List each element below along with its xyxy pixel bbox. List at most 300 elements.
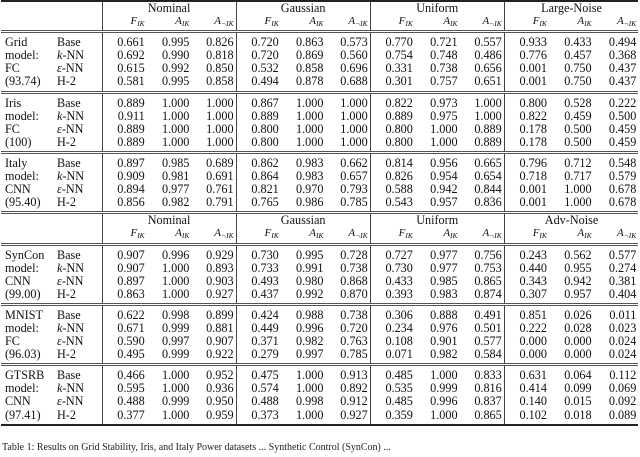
- metric-header: [549, 15, 594, 32]
- value-cell: 0.738: [430, 61, 458, 76]
- metric-header: [102, 227, 147, 244]
- value-cell: 0.024: [608, 334, 637, 349]
- value-cell: 0.889: [460, 136, 505, 153]
- metric-symbol: A: [348, 227, 356, 240]
- metric-symbol: F: [264, 227, 272, 240]
- value-cell: 0.437: [251, 286, 279, 301]
- value-cell: 0.573: [325, 32, 370, 50]
- method-label: k-NN: [56, 170, 102, 183]
- header-spacer: [1, 227, 102, 244]
- value-cell: 0.562: [549, 244, 594, 262]
- value-cell: 0.869: [296, 48, 324, 63]
- value-cell: 0.899: [191, 304, 236, 322]
- value-cell: 0.665: [460, 152, 505, 170]
- value-cell: 0.753: [460, 262, 505, 275]
- value-cell: 0.026: [549, 304, 594, 322]
- value-cell: 0.343: [519, 273, 547, 288]
- metric-subscript: IK: [137, 19, 145, 29]
- group-header-nominal: Nominal: [102, 1, 236, 15]
- table-row: [1, 409, 638, 425]
- group-header-uniform: Uniform: [370, 213, 504, 228]
- metric-symbol: A: [577, 15, 585, 28]
- dataset-label: FC: [5, 61, 20, 76]
- value-cell: 0.757: [430, 74, 458, 89]
- value-cell: 0.692: [117, 48, 145, 63]
- value-cell: 0.588: [385, 182, 413, 197]
- metric-header: [147, 15, 192, 32]
- value-cell: 1.000: [191, 136, 236, 153]
- metric-symbol: F: [532, 15, 540, 28]
- value-cell: 0.459: [608, 134, 637, 149]
- value-cell: 0.001: [519, 74, 547, 89]
- table-row: [1, 32, 638, 50]
- value-cell: 0.992: [296, 286, 324, 301]
- value-cell: 0.800: [385, 121, 413, 136]
- value-cell: 0.770: [370, 32, 415, 50]
- group-header-row: [1, 213, 638, 228]
- value-cell: 1.000: [161, 121, 190, 136]
- table-row: [1, 262, 638, 275]
- table-row: [1, 75, 638, 92]
- value-cell: 0.718: [519, 169, 547, 184]
- value-cell: 0.750: [564, 74, 592, 89]
- value-cell: 0.501: [460, 322, 505, 335]
- method-label: k-NN: [56, 382, 102, 395]
- metric-header: [370, 227, 415, 244]
- metric-subscript: IK: [405, 19, 413, 29]
- metric-symbol: A: [214, 227, 222, 240]
- value-cell: 0.678: [608, 195, 637, 210]
- value-cell: 0.907: [117, 260, 145, 275]
- method-label: ε-NN: [56, 335, 102, 348]
- method-label: H-2: [56, 196, 102, 213]
- value-cell: 0.995: [161, 74, 190, 89]
- value-cell: 0.595: [117, 381, 145, 396]
- metric-header: [460, 227, 505, 244]
- value-cell: 0.889: [460, 123, 505, 136]
- metric-header: [102, 15, 147, 32]
- value-cell: 0.381: [608, 273, 637, 288]
- value-cell: 0.826: [191, 32, 236, 50]
- value-cell: 0.983: [281, 152, 326, 170]
- value-cell: 0.922: [191, 348, 236, 365]
- value-cell: 0.574: [251, 381, 279, 396]
- metric-header-row: [1, 227, 638, 244]
- metric-header: [370, 15, 415, 32]
- dataset-label: CNN: [5, 394, 31, 409]
- value-cell: 0.307: [519, 286, 547, 301]
- value-cell: 0.494: [251, 74, 279, 89]
- metric-subscript: ¬IK: [355, 231, 368, 241]
- value-cell: 0.761: [191, 183, 236, 196]
- metric-symbol: A: [443, 227, 451, 240]
- metric-subscript: IK: [584, 19, 592, 29]
- value-cell: 1.000: [161, 134, 190, 149]
- value-cell: 1.000: [564, 182, 592, 197]
- metric-symbol: A: [214, 15, 222, 28]
- value-cell: 0.488: [251, 394, 279, 409]
- value-cell: 0.865: [460, 409, 505, 425]
- value-cell: 0.222: [594, 92, 639, 110]
- value-cell: 0.791: [191, 196, 236, 213]
- value-cell: 0.748: [430, 48, 458, 63]
- value-cell: 0.738: [325, 304, 370, 322]
- metric-symbol: F: [264, 15, 272, 28]
- value-cell: 0.001: [519, 182, 547, 197]
- value-cell: 0.990: [161, 48, 190, 63]
- metric-symbol: A: [348, 15, 356, 28]
- value-cell: 0.907: [191, 335, 236, 348]
- value-cell: 0.959: [191, 409, 236, 425]
- value-cell: 0.991: [296, 260, 324, 275]
- value-cell: 0.867: [236, 92, 281, 110]
- value-cell: 0.738: [325, 262, 370, 275]
- value-cell: 0.622: [102, 304, 147, 322]
- value-cell: 1.000: [281, 92, 326, 110]
- metric-header: [415, 227, 460, 244]
- method-label: Base: [56, 244, 102, 262]
- value-cell: 0.858: [191, 75, 236, 92]
- header-spacer: [1, 213, 102, 228]
- metric-header: [236, 227, 281, 244]
- value-cell: 0.099: [564, 381, 592, 396]
- value-cell: 1.000: [191, 110, 236, 123]
- value-cell: 1.000: [147, 92, 192, 110]
- value-cell: 0.858: [296, 61, 324, 76]
- value-cell: 0.973: [415, 92, 460, 110]
- method-label: H-2: [56, 348, 102, 365]
- value-cell: 0.486: [460, 49, 505, 62]
- value-cell: 0.579: [608, 169, 637, 184]
- value-cell: 0.112: [594, 365, 639, 383]
- dataset-label: (97.41): [1, 409, 56, 425]
- metric-symbol: F: [130, 15, 138, 28]
- metric-symbol: A: [309, 227, 316, 240]
- value-cell: 0.985: [430, 273, 458, 288]
- value-cell: 0.862: [236, 152, 281, 170]
- value-cell: 0.371: [251, 334, 279, 349]
- value-cell: 0.750: [564, 61, 592, 76]
- value-cell: 0.491: [460, 304, 505, 322]
- metric-subscript: ¬IK: [221, 19, 234, 29]
- value-cell: 0.822: [519, 108, 547, 123]
- value-cell: 0.985: [147, 152, 192, 170]
- value-cell: 0.977: [161, 182, 190, 197]
- value-cell: 0.720: [325, 322, 370, 335]
- value-cell: 0.982: [161, 195, 190, 210]
- method-label: H-2: [56, 75, 102, 92]
- metric-subscript: ¬IK: [355, 19, 368, 29]
- dataset-label: FC: [5, 334, 20, 349]
- value-cell: 0.837: [460, 395, 505, 408]
- metric-subscript: IK: [450, 19, 458, 29]
- table-row: [1, 304, 638, 322]
- metric-header: [594, 15, 639, 32]
- metric-symbol: A: [309, 15, 316, 28]
- value-cell: 0.878: [296, 74, 324, 89]
- value-cell: 0.998: [147, 304, 192, 322]
- value-cell: 0.814: [370, 152, 415, 170]
- value-cell: 1.000: [161, 273, 190, 288]
- value-cell: 1.000: [161, 381, 190, 396]
- value-cell: 0.981: [161, 169, 190, 184]
- value-cell: 0.821: [251, 182, 279, 197]
- metric-header: [460, 15, 505, 32]
- value-cell: 0.433: [385, 273, 413, 288]
- value-cell: 0.581: [117, 74, 145, 89]
- value-cell: 0.970: [296, 182, 324, 197]
- method-label: ε-NN: [56, 183, 102, 196]
- metric-symbol: F: [398, 227, 406, 240]
- metric-subscript: ¬IK: [489, 231, 502, 241]
- metric-symbol: A: [175, 227, 182, 240]
- value-cell: 0.988: [281, 304, 326, 322]
- value-cell: 0.495: [117, 347, 145, 362]
- value-cell: 0.996: [147, 244, 192, 262]
- metric-subscript: IK: [450, 231, 458, 241]
- value-cell: 0.000: [564, 347, 592, 362]
- value-cell: 0.071: [385, 347, 413, 362]
- value-cell: 0.543: [385, 195, 413, 210]
- dataset-label: Grid: [1, 32, 56, 50]
- value-cell: 0.018: [549, 409, 594, 425]
- value-cell: 0.590: [117, 334, 145, 349]
- value-cell: 0.475: [236, 365, 281, 383]
- method-label: ε-NN: [56, 123, 102, 136]
- value-cell: 0.000: [564, 334, 592, 349]
- value-cell: 0.894: [117, 182, 145, 197]
- value-cell: 0.577: [460, 335, 505, 348]
- dataset-label: CNN: [5, 182, 31, 197]
- value-cell: 0.998: [296, 394, 324, 409]
- value-cell: 1.000: [296, 381, 324, 396]
- value-cell: 0.982: [430, 347, 458, 362]
- value-cell: 0.656: [460, 62, 505, 75]
- value-cell: 1.000: [147, 365, 192, 383]
- value-cell: 0.459: [608, 121, 637, 136]
- value-cell: 1.000: [325, 92, 370, 110]
- dataset-label: Italy: [1, 152, 56, 170]
- metric-header-row: [1, 15, 638, 32]
- value-cell: 1.000: [161, 260, 190, 275]
- method-label: k-NN: [56, 49, 102, 62]
- value-cell: 0.977: [430, 260, 458, 275]
- table-row: [1, 136, 638, 153]
- dataset-label: model:: [5, 320, 39, 335]
- value-cell: 1.000: [430, 134, 458, 149]
- value-cell: 0.996: [296, 320, 324, 335]
- header-spacer: [1, 15, 102, 32]
- value-cell: 1.000: [325, 123, 370, 136]
- metric-header: [191, 227, 236, 244]
- value-cell: 0.881: [191, 322, 236, 335]
- value-cell: 0.631: [504, 365, 549, 383]
- table-row: [1, 275, 638, 288]
- metric-subscript: IK: [315, 19, 324, 29]
- value-cell: 0.889: [117, 134, 145, 149]
- value-cell: 0.863: [117, 286, 145, 301]
- dataset-label: FC: [5, 121, 20, 136]
- value-cell: 0.485: [370, 365, 415, 383]
- table-row: [1, 365, 638, 383]
- value-cell: 0.662: [325, 152, 370, 170]
- value-cell: 0.997: [161, 334, 190, 349]
- value-cell: 0.889: [102, 92, 147, 110]
- value-cell: 0.102: [504, 409, 549, 425]
- value-cell: 0.488: [117, 394, 145, 409]
- group-header-gaussian: Gaussian: [236, 1, 370, 15]
- value-cell: 0.274: [608, 260, 637, 275]
- table-row: [1, 123, 638, 136]
- value-cell: 0.688: [325, 75, 370, 92]
- group-header-adv-noise: Adv-Noise: [504, 213, 638, 228]
- value-cell: 0.776: [519, 48, 547, 63]
- method-label: k-NN: [56, 322, 102, 335]
- dataset-label: (95.40): [5, 195, 41, 210]
- value-cell: 0.936: [191, 382, 236, 395]
- value-cell: 0.532: [251, 61, 279, 76]
- value-cell: 0.856: [117, 195, 145, 210]
- value-cell: 0.999: [161, 347, 190, 362]
- value-cell: 0.584: [460, 348, 505, 365]
- value-cell: 0.001: [519, 61, 547, 76]
- value-cell: 0.548: [594, 152, 639, 170]
- value-cell: 0.844: [460, 183, 505, 196]
- group-header-gaussian: Gaussian: [236, 213, 370, 228]
- value-cell: 0.865: [460, 275, 505, 288]
- value-cell: 0.957: [564, 286, 592, 301]
- value-cell: 0.577: [594, 244, 639, 262]
- value-cell: 0.494: [594, 32, 639, 50]
- metric-header: [281, 227, 326, 244]
- method-label: Base: [56, 32, 102, 50]
- results-table: [1, 0, 638, 426]
- metric-symbol: A: [175, 15, 182, 28]
- header-spacer: [1, 1, 102, 15]
- dataset-label: (99.00): [5, 286, 41, 301]
- value-cell: 0.892: [325, 382, 370, 395]
- value-cell: 0.500: [564, 121, 592, 136]
- value-cell: 0.982: [296, 334, 324, 349]
- method-label: H-2: [56, 409, 102, 425]
- metric-symbol: F: [532, 227, 540, 240]
- group-header-row: [1, 1, 638, 15]
- value-cell: 0.500: [608, 108, 637, 123]
- value-cell: 1.000: [161, 286, 190, 301]
- value-cell: 0.903: [191, 275, 236, 288]
- dataset-label: (96.03): [5, 347, 41, 362]
- value-cell: 1.000: [296, 134, 324, 149]
- value-cell: 0.178: [519, 121, 547, 136]
- value-cell: 0.785: [325, 348, 370, 365]
- value-cell: 0.331: [385, 61, 413, 76]
- value-cell: 0.306: [370, 304, 415, 322]
- group-header-large-noise: Large-Noise: [504, 1, 638, 15]
- value-cell: 0.657: [325, 170, 370, 183]
- table-row: [1, 152, 638, 170]
- table-row: [1, 395, 638, 408]
- value-cell: 0.800: [504, 92, 549, 110]
- value-cell: 0.222: [519, 320, 547, 335]
- value-cell: 0.721: [415, 32, 460, 50]
- value-cell: 1.000: [161, 108, 190, 123]
- metric-header: [325, 227, 370, 244]
- value-cell: 0.889: [117, 121, 145, 136]
- value-cell: 0.983: [430, 286, 458, 301]
- metric-header: [594, 227, 639, 244]
- value-cell: 0.730: [236, 244, 281, 262]
- value-cell: 0.765: [251, 195, 279, 210]
- value-cell: 0.404: [608, 286, 637, 301]
- value-cell: 1.000: [281, 365, 326, 383]
- value-cell: 0.763: [325, 335, 370, 348]
- value-cell: 0.377: [102, 409, 147, 425]
- value-cell: 0.822: [370, 92, 415, 110]
- metric-header: [281, 15, 326, 32]
- value-cell: 0.728: [325, 244, 370, 262]
- value-cell: 0.437: [608, 61, 637, 76]
- table-row: [1, 196, 638, 213]
- dataset-label: model:: [5, 108, 39, 123]
- value-cell: 0.178: [519, 134, 547, 149]
- value-cell: 0.756: [460, 244, 505, 262]
- value-cell: 0.995: [147, 32, 192, 50]
- dataset-label: (100): [5, 134, 32, 149]
- value-cell: 0.996: [430, 394, 458, 409]
- value-cell: 0.800: [251, 121, 279, 136]
- metric-subscript: IK: [584, 231, 592, 241]
- value-cell: 1.000: [147, 409, 192, 425]
- dataset-label: SynCon: [1, 244, 56, 262]
- value-cell: 0.011: [594, 304, 639, 322]
- value-cell: 0.023: [608, 320, 637, 335]
- value-cell: 0.868: [325, 275, 370, 288]
- value-cell: 0.957: [430, 195, 458, 210]
- value-cell: 0.950: [191, 395, 236, 408]
- value-cell: 0.234: [385, 320, 413, 335]
- table-row: [1, 244, 638, 262]
- value-cell: 1.000: [325, 136, 370, 153]
- value-cell: 1.000: [191, 92, 236, 110]
- metric-subscript: IK: [539, 231, 547, 241]
- value-cell: 0.466: [102, 365, 147, 383]
- value-cell: 0.433: [549, 32, 594, 50]
- value-cell: 0.560: [325, 49, 370, 62]
- value-cell: 0.956: [415, 152, 460, 170]
- metric-subscript: IK: [181, 231, 190, 241]
- dataset-label: model:: [5, 169, 39, 184]
- value-cell: 0.942: [430, 182, 458, 197]
- value-cell: 0.535: [385, 381, 413, 396]
- value-cell: 0.870: [325, 288, 370, 305]
- value-cell: 0.015: [564, 394, 592, 409]
- metric-header: [504, 15, 549, 32]
- value-cell: 0.733: [251, 260, 279, 275]
- value-cell: 0.457: [564, 48, 592, 63]
- metric-subscript: IK: [405, 231, 413, 241]
- value-cell: 0.999: [430, 381, 458, 396]
- value-cell: 0.243: [504, 244, 549, 262]
- value-cell: 0.651: [460, 75, 505, 92]
- value-cell: 0.850: [191, 62, 236, 75]
- value-cell: 0.897: [117, 273, 145, 288]
- value-cell: 0.754: [385, 48, 413, 63]
- metric-subscript: IK: [271, 231, 279, 241]
- value-cell: 0.997: [296, 347, 324, 362]
- dataset-label: model:: [5, 48, 39, 63]
- value-cell: 0.028: [564, 320, 592, 335]
- value-cell: 0.863: [281, 32, 326, 50]
